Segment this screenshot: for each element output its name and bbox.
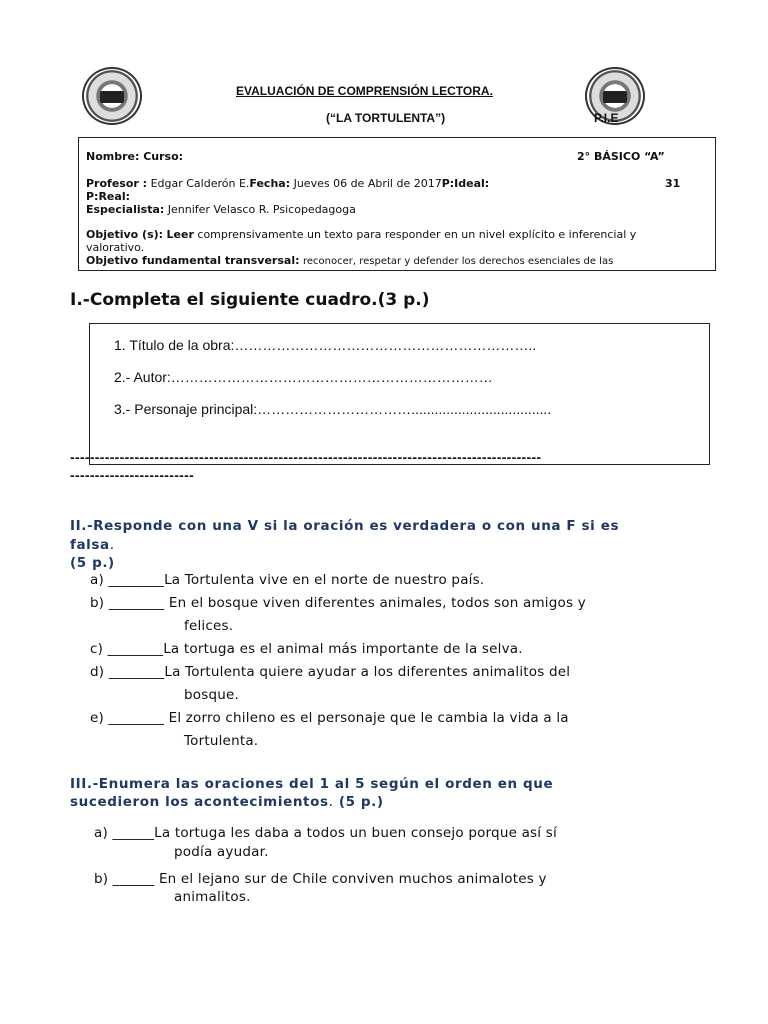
answer-blank[interactable]: ________ — [108, 595, 165, 611]
especialista-label: Especialista: — [86, 203, 165, 216]
answer-blank[interactable]: ______ — [112, 825, 155, 841]
especialista-line — [86, 203, 356, 216]
personaje-line: 3.- Personaje principal:…………………………….................................... — [114, 401, 552, 417]
fecha-label: Fecha: — [249, 177, 291, 190]
answer-blank[interactable]: ______ — [112, 871, 155, 887]
profesor-line — [86, 177, 489, 190]
item-text: La Tortulenta quiere ayudar a los diferentes animalitos del — [164, 664, 571, 680]
item-letter: a) — [94, 825, 108, 841]
preal-label: P:Real: — [86, 190, 130, 203]
item-text: La tortuga les daba a todos un buen consejo porque así sí — [154, 825, 557, 841]
section2-title-falsa: falsa — [70, 537, 110, 553]
section3-points: (5 p.) — [338, 794, 384, 810]
profesor-name: Edgar Calderón E. — [150, 177, 250, 190]
answer-blank[interactable]: ________ — [108, 710, 165, 726]
school-logo-left — [82, 67, 142, 125]
nombre-curso-label: Nombre: Curso: — [86, 150, 184, 163]
section2-item-c — [90, 641, 523, 657]
item-letter: e) — [90, 710, 104, 726]
item-text-continued: podía ayudar. — [174, 844, 269, 860]
pie-label: P.I.E — [594, 111, 619, 125]
objetivo-text-2: valorativo. — [86, 241, 145, 254]
section3-title: III.-Enumera las oraciones del 1 al 5 según el orden en que — [70, 776, 554, 792]
item-text-continued: animalitos. — [174, 889, 251, 905]
transversal-line — [86, 254, 613, 267]
exam-subtitle: (“LA TORTULENTA”) — [326, 111, 446, 125]
section2-title-line2: falsa. — [70, 537, 115, 553]
grade-label: 2° BÁSICO “A” — [577, 150, 665, 163]
item-text: La Tortulenta vive en el norte de nuestro país. — [164, 572, 485, 588]
item-text: En el bosque viven diferentes animales, todos son amigos y — [164, 595, 586, 611]
item-text-continued: felices. — [184, 618, 234, 634]
item-letter: d) — [90, 664, 105, 680]
pideal-label: P:Ideal: — [441, 177, 490, 190]
transversal-text: reconocer, respetar y defender los derechos esenciales de las — [303, 256, 614, 267]
section1-title: I.-Completa el siguiente cuadro.(3 p.) — [70, 290, 430, 310]
section2-item-b — [90, 595, 586, 611]
section2-item-a — [90, 572, 484, 588]
item-letter: b) — [94, 871, 109, 887]
section3-item-a — [94, 825, 557, 841]
item-text: En el lejano sur de Chile conviven muchos animalotes y — [154, 871, 547, 887]
section3-item-b — [94, 871, 547, 887]
item-text: La tortuga es el animal más importante de la selva. — [163, 641, 523, 657]
transversal-label: Objetivo fundamental transversal: — [86, 254, 300, 267]
item-text-continued: Tortulenta. — [184, 733, 259, 749]
section3-title-rest: sucedieron los acontecimientos — [70, 794, 329, 810]
section2-title: II.-Responde con una V si la oración es verdadera o con una F si es — [70, 518, 620, 534]
answer-blank[interactable]: ________ — [107, 641, 164, 657]
objetivo-line — [86, 228, 636, 241]
answer-blank[interactable]: ________ — [108, 572, 165, 588]
titulo-obra-line: 1. Título de la obra:……………………………………………………….. — [114, 337, 537, 353]
item-text: El zorro chileno es el personaje que le cambia la vida a la — [164, 710, 569, 726]
item-letter: a) — [90, 572, 104, 588]
item-letter: c) — [90, 641, 104, 657]
answer-dotted-line-1: ----------------------------------------------------------------------------------------------- — [70, 449, 542, 465]
objetivo-text: comprensivamente un texto para responder en un nivel explícito e inferencial y — [197, 228, 637, 241]
especialista-value: Jennifer Velasco R. Psicopedagoga — [167, 203, 356, 216]
item-text-continued: bosque. — [184, 687, 239, 703]
objetivo-verb: Leer — [166, 228, 194, 241]
profesor-label: Profesor : — [86, 177, 148, 190]
item-letter: b) — [90, 595, 105, 611]
answer-blank[interactable]: ________ — [108, 664, 165, 680]
section2-item-e — [90, 710, 569, 726]
objetivo-label: Objetivo (s): — [86, 228, 164, 241]
answer-dotted-line-2: ------------------------- — [70, 467, 195, 483]
fecha-value: Jueves 06 de Abril de 2017 — [293, 177, 442, 190]
autor-line: 2.- Autor:…………………………………………………………… — [114, 369, 493, 385]
section3-title-line2: sucedieron los acontecimientos. (5 p.) — [70, 794, 384, 810]
pideal-value: 31 — [665, 177, 681, 190]
section2-item-d — [90, 664, 570, 680]
section2-points: (5 p.) — [70, 555, 115, 571]
exam-title: EVALUACIÓN DE COMPRENSIÓN LECTORA. — [236, 84, 493, 98]
